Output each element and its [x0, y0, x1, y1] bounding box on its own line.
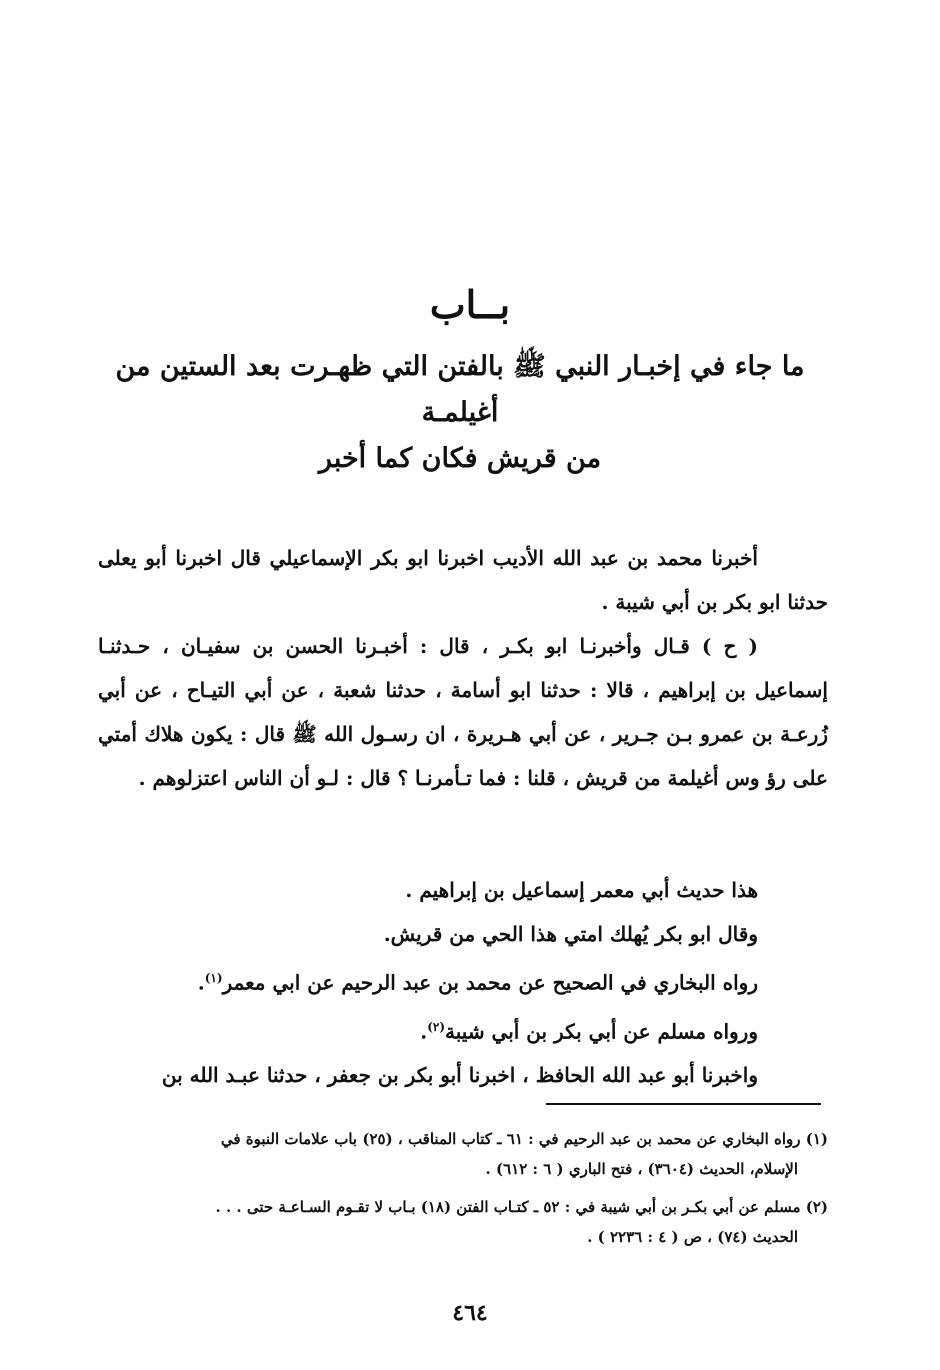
commentary-line-2: وقال ابو بكر يُهلك امتي هذا الحي من قريش. — [383, 922, 758, 946]
commentary-line-5: واخبرنا أبو عبد الله الحافظ ، اخبرنا أبو بكر بن جعفر ، حدثنا عبـد الله بن — [161, 1063, 758, 1088]
footnotes — [98, 1124, 828, 1260]
footnote-1-line-2: الإسلام، الحديث (٣٦٠٤) ، فتح الباري ( ٦ : ٦١٢) . — [485, 1160, 798, 1178]
commentary-text — [98, 868, 828, 1097]
footnote-2-line-1: (٢) مسلم عن أبي بكـر بن أبي شيبة في : ٥٢ ـ كتـاب الفتن (١٨) بـاب لا تقـوم السـاعـة حتى . . . — [215, 1198, 828, 1216]
chapter-heading: بــاب — [429, 282, 511, 327]
chapter-title-line-2: من قريش فكان كما أخبر — [318, 443, 602, 474]
page-number: ٤٦٤ — [452, 1300, 488, 1326]
footnote-divider — [546, 1103, 821, 1105]
footnote-2-line-2: الحديث (٧٤) ، ص ( ٤ : ٢٢٣٦ ) . — [587, 1228, 798, 1246]
paragraph-hadith: ( ح ) قـال وأخبرنـا ابو بكـر ، قال : أخبـرنا الحسن بن سفيـان ، حـدثنـا إسماعيل بن إبراهيم ، قالا : حدثنا ابو أسامة ، حدثنا شعبة ، عن أبي التيـاح ، عن أبي زُرعـة بن عمرو بـن جـرير ، عن أبي هـريرة ، ان رسـول الله ﷺ قال : يكون هلاك أمتي على رؤ وس أغيلمة من قريش ، قلنا : فما تـأمرنـا ؟ قال : لـو أن الناس اعتزلوهم . — [98, 634, 828, 790]
commentary-line-3 — [98, 956, 828, 1005]
commentary-line-3-end: . — [197, 970, 205, 995]
footnote-1-line-1: (١) رواه البخاري عن محمد بن عبد الرحيم في : ٦١ ـ كتاب المناقب ، (٢٥) باب علامات النبوة في — [220, 1130, 828, 1148]
footnote-2 — [98, 1192, 828, 1252]
footnote-ref-1[interactable]: (١) — [204, 971, 223, 985]
paragraph-isnad-1: أخبرنا محمد بن عبد الله الأديب اخبرنا ابو بكر الإسماعيلي قال اخبرنا أبو يعلى حدثنا ابو بكر بن أبي شيبة . — [98, 546, 828, 614]
commentary-line-4 — [98, 1005, 828, 1054]
commentary-line-4-end: . — [420, 1019, 428, 1044]
commentary-line-3-text: رواه البخاري في الصحيح عن محمد بن عبد الرحيم عن ابي معمر — [222, 970, 758, 995]
main-text — [98, 536, 828, 800]
chapter-title-line-1: ما جاء في إخبـار النبي ﷺ بالفتن التي ظهـرت بعد الستين من أغيلمـة — [115, 351, 805, 428]
commentary-line-1: هذا حديث أبي معمر إسماعيل بن إبراهيم . — [405, 878, 758, 902]
commentary-line-4-text: ورواه مسلم عن أبي بكر بن أبي شيبة — [445, 1019, 758, 1044]
chapter-title — [90, 344, 830, 482]
footnote-ref-2[interactable]: (٢) — [427, 1019, 446, 1034]
footnote-1 — [98, 1124, 828, 1184]
